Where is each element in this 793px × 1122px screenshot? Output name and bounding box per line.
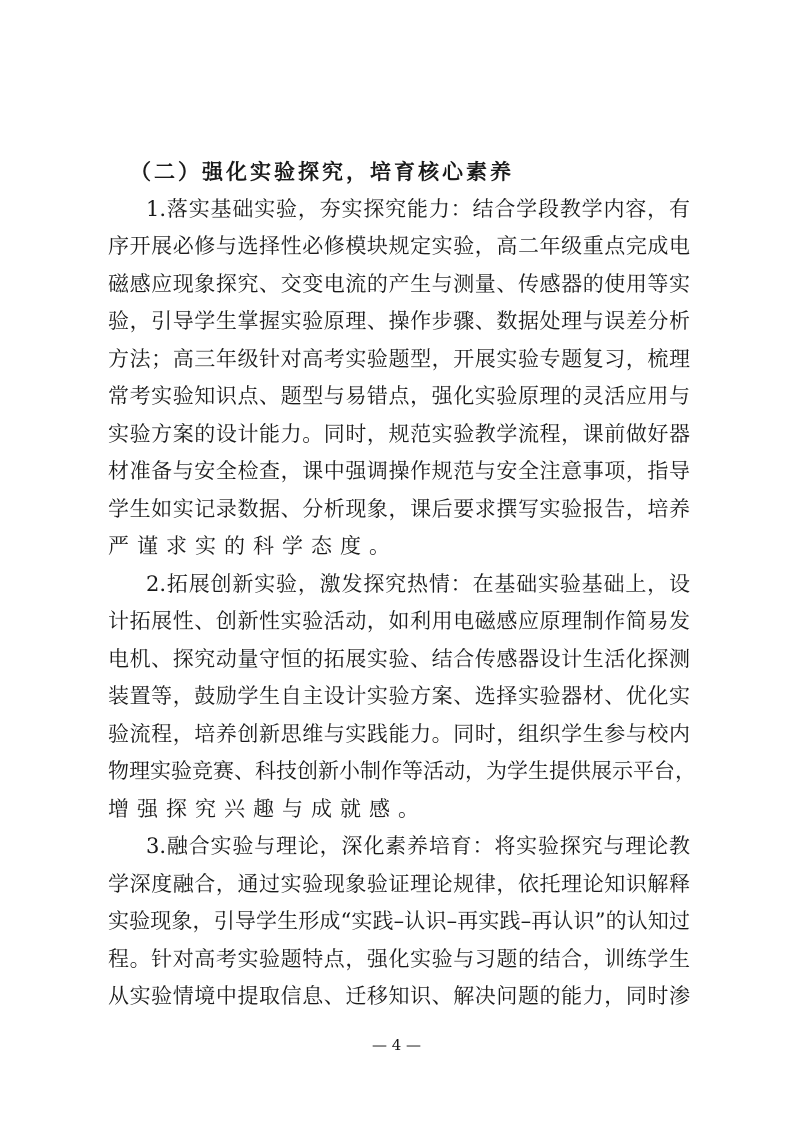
text-line: 学深度融合，通过实验现象验证理论规律，依托理论知识解释 xyxy=(108,871,690,896)
text-line: 3.融合实验与理论，深化素养培育：将实验探究与理论教 xyxy=(146,834,690,858)
text-line: 学生如实记录数据、分析现象，课后要求撰写实验报告，培养 xyxy=(108,496,690,521)
text-line: 电机、探究动量守恒的拓展实验、结合传感器设计生活化探测 xyxy=(108,646,690,671)
document-body xyxy=(108,153,696,1016)
paragraph xyxy=(108,828,690,1016)
text-line: 材准备与安全检查，课中强调操作规范与安全注意事项，指导 xyxy=(108,459,690,483)
text-line: 计拓展性、创新性实验活动，如利用电磁感应原理制作简易发 xyxy=(108,609,690,633)
text-line: 严谨求实的科学态度。 xyxy=(108,534,398,558)
text-line: 实验现象，引导学生形成“实践–认识–再实践–再认识”的认知过 xyxy=(108,909,690,933)
text-line: 磁感应现象探究、交变电流的产生与测量、传感器的使用等实 xyxy=(108,271,690,296)
paragraph xyxy=(108,191,690,566)
section-heading: （二）强化实验探究，培育核心素养 xyxy=(130,159,514,184)
text-line: 1.落实基础实验，夯实探究能力：结合学段教学内容，有 xyxy=(146,196,690,221)
text-line: 增强探究兴趣与成就感。 xyxy=(108,796,427,821)
paragraph xyxy=(108,566,696,829)
text-line: 序开展必修与选择性必修模块规定实验，高二年级重点完成电 xyxy=(108,234,690,258)
text-line: 2.拓展创新实验，激发探究热情：在基础实验基础上，设 xyxy=(146,571,690,596)
page-number: — 4 — xyxy=(371,1036,422,1054)
text-line: 从实验情境中提取信息、迁移知识、解决问题的能力，同时渗 xyxy=(108,984,690,1008)
text-line: 程。针对高考实验题特点，强化实验与习题的结合，训练学生 xyxy=(108,946,690,971)
text-line: 方法；高三年级针对高考实验题型，开展实验专题复习，梳理 xyxy=(108,346,690,371)
text-line: 装置等，鼓励学生自主设计实验方案、选择实验器材、优化实 xyxy=(108,684,690,708)
text-line: 验流程，培养创新思维与实践能力。同时，组织学生参与校内 xyxy=(108,721,690,746)
text-line: 物理实验竞赛、科技创新小制作等活动，为学生提供展示平台， xyxy=(108,759,696,783)
text-line: 验，引导学生掌握实验原理、操作步骤、数据处理与误差分析 xyxy=(108,309,690,333)
text-line: 常考实验知识点、题型与易错点，强化实验原理的灵活应用与 xyxy=(108,384,690,408)
text-line: 实验方案的设计能力。同时，规范实验教学流程，课前做好器 xyxy=(108,421,690,446)
